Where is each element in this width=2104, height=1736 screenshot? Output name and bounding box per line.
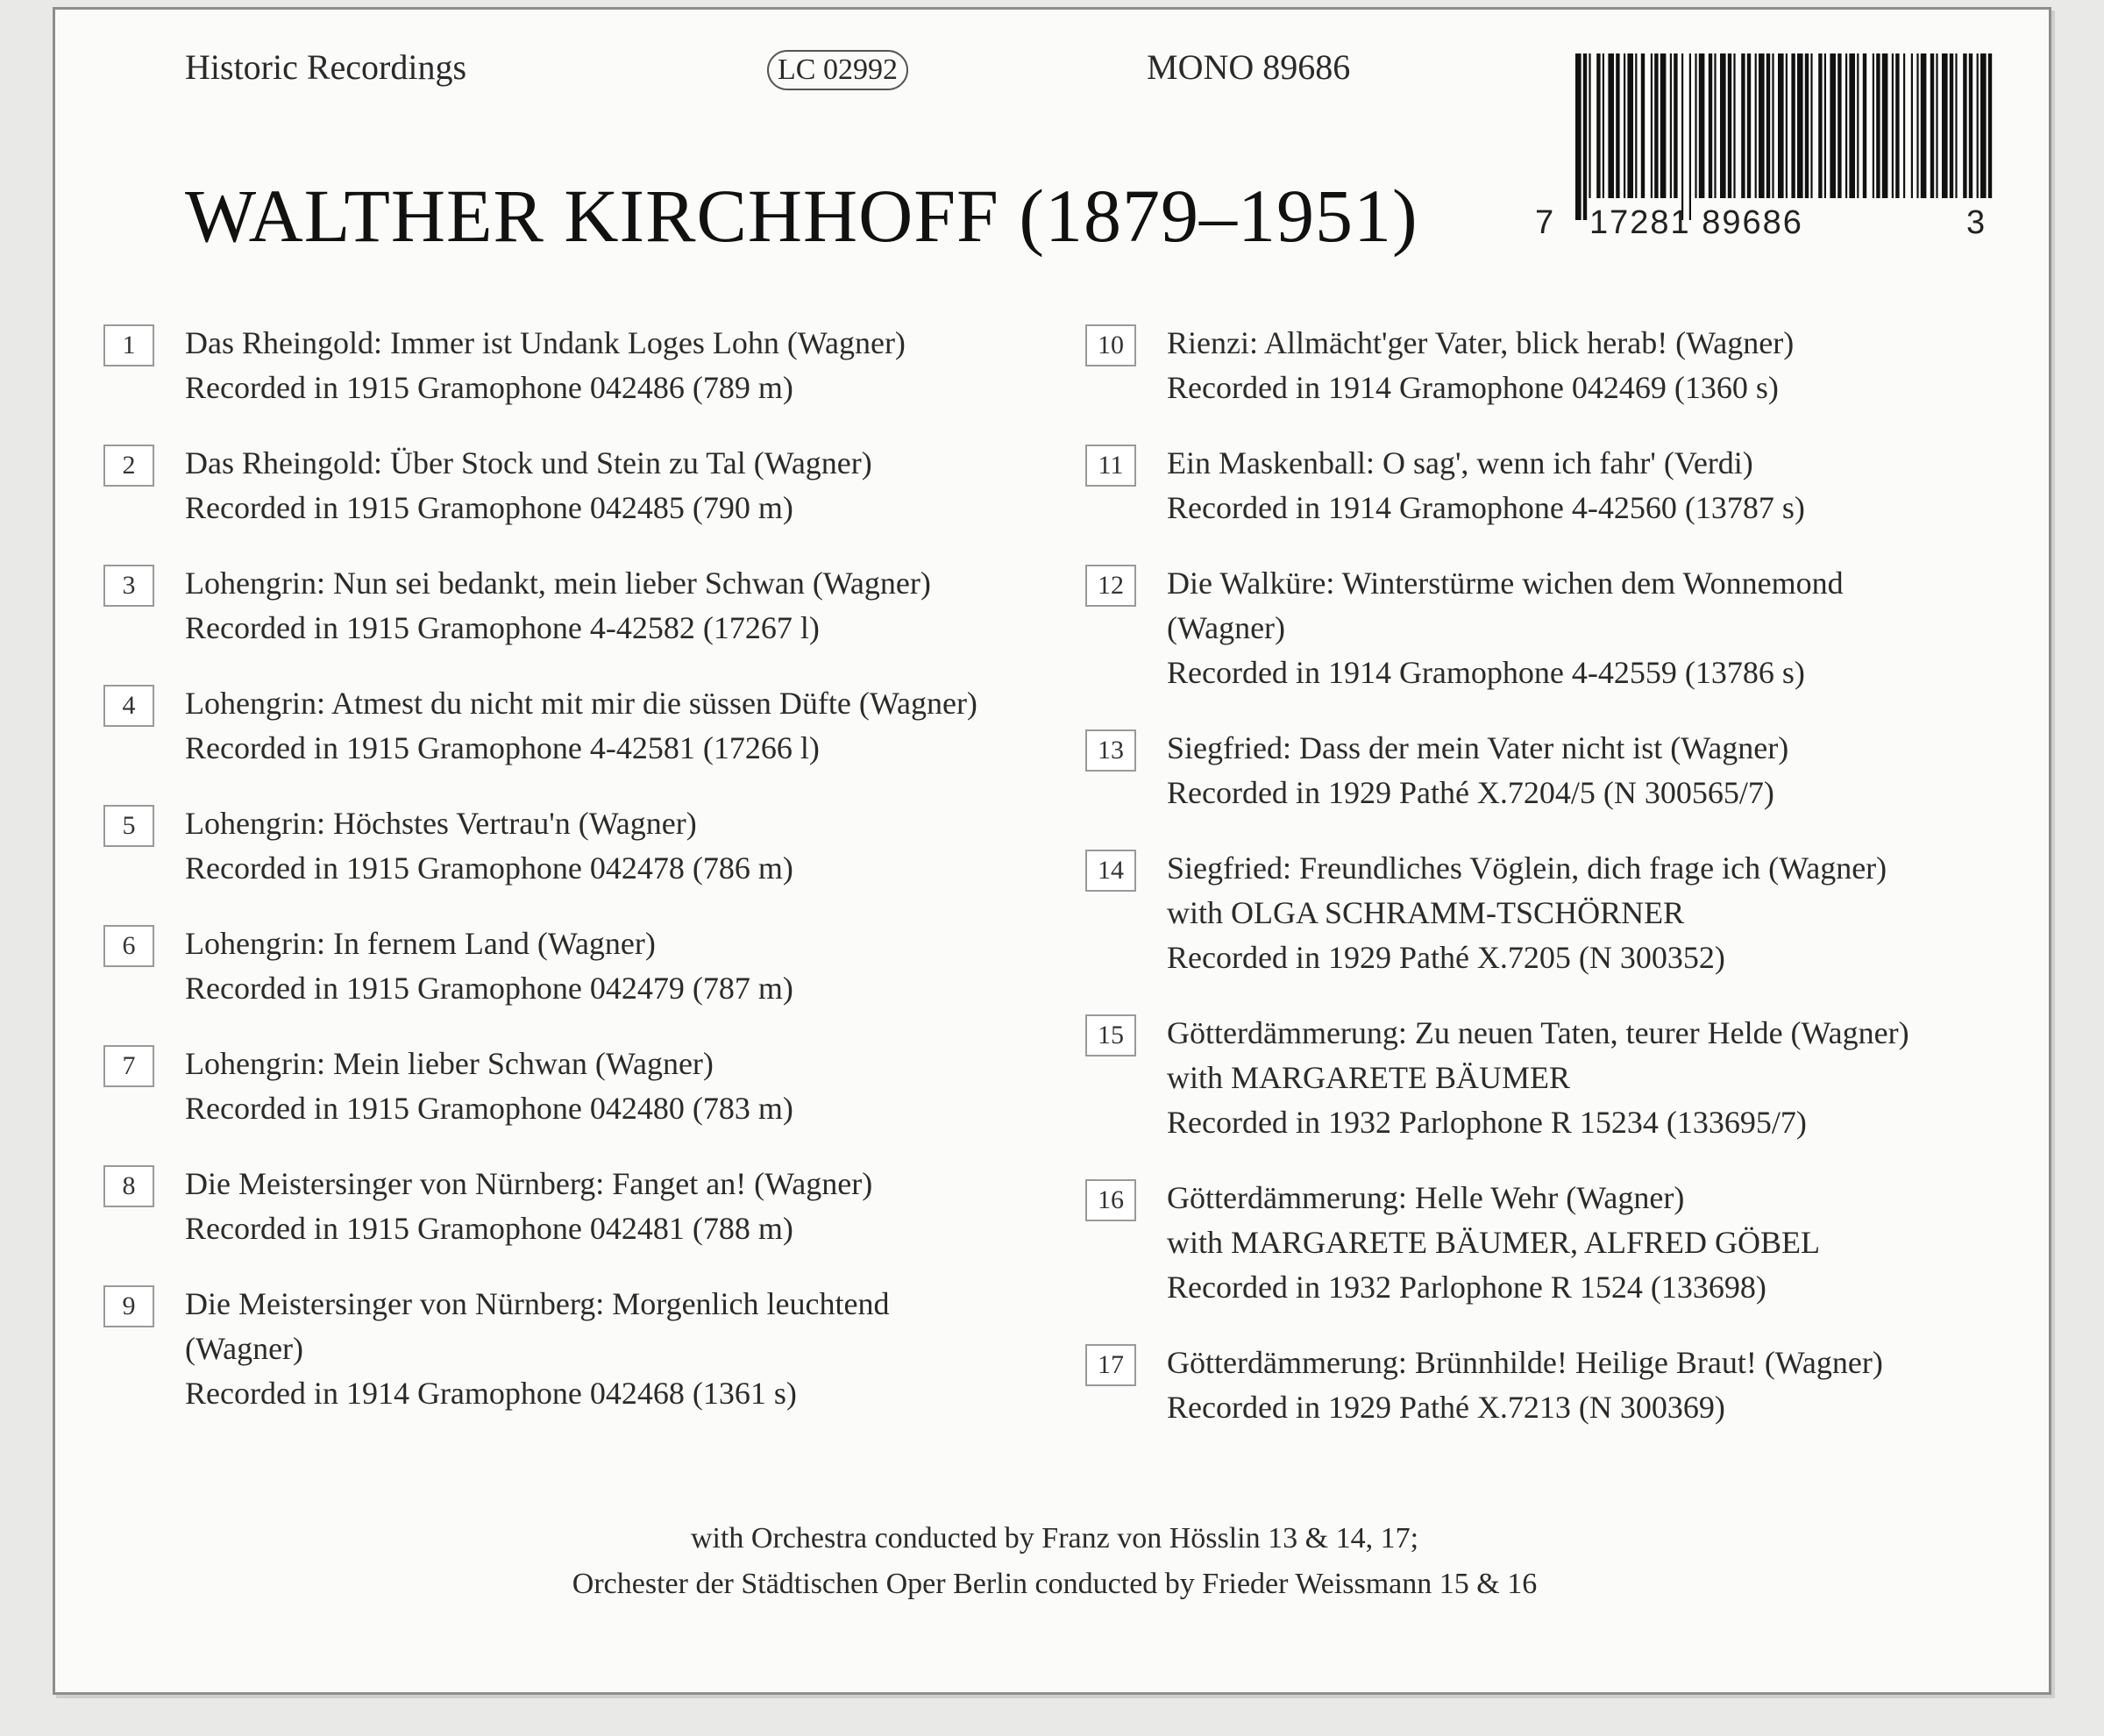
barcode-bar bbox=[1766, 53, 1770, 198]
barcode-bar bbox=[1936, 53, 1937, 198]
barcode-bar bbox=[1651, 53, 1653, 198]
track-number: 3 bbox=[103, 565, 154, 607]
track-number: 2 bbox=[103, 445, 154, 487]
track-item bbox=[1085, 441, 2032, 530]
track-detail: with MARGARETE BÄUMER, ALFRED GÖBEL bbox=[1167, 1225, 1821, 1260]
track-item bbox=[103, 321, 1068, 410]
track-item bbox=[1085, 561, 2032, 695]
track-title: Götterdämmerung: Zu neuen Taten, teurer Helde (Wagner) bbox=[1167, 1015, 1909, 1050]
track-detail: Recorded in 1915 Gramophone 042479 (787 m) bbox=[185, 971, 793, 1006]
barcode-bar bbox=[1942, 53, 1948, 198]
barcode-bar bbox=[1695, 53, 1696, 198]
barcode-bar bbox=[1608, 53, 1614, 198]
track-number: 17 bbox=[1085, 1344, 1136, 1386]
track-detail: Recorded in 1915 Gramophone 042480 (783 m) bbox=[185, 1091, 793, 1126]
barcode-bar bbox=[1837, 53, 1841, 198]
track-item bbox=[103, 1282, 1068, 1416]
track-number: 9 bbox=[103, 1285, 154, 1327]
barcode-bar bbox=[1681, 53, 1683, 220]
barcode-digits-main: 17281 89686 bbox=[1589, 204, 1803, 241]
track-detail: Recorded in 1929 Pathé X.7213 (N 300369) bbox=[1167, 1390, 1725, 1425]
track-title: Lohengrin: Mein lieber Schwan (Wagner) bbox=[185, 1046, 714, 1081]
barcode-bar bbox=[1583, 53, 1587, 220]
tracklist-right bbox=[1085, 321, 2032, 1461]
track-detail: Recorded in 1914 Gramophone 4-42560 (13787 s) bbox=[1167, 490, 1805, 525]
track-title: Rienzi: Allmächt'ger Vater, blick herab! (Wagner) bbox=[1167, 325, 1795, 360]
barcode-bar bbox=[1988, 53, 1992, 198]
barcode-bar bbox=[1660, 53, 1667, 198]
track-detail: Recorded in 1932 Parlophone R 1524 (133698) bbox=[1167, 1270, 1766, 1305]
barcode-bar bbox=[1849, 53, 1855, 198]
track-title: Götterdämmerung: Helle Wehr (Wagner) bbox=[1167, 1180, 1685, 1215]
track-detail: Recorded in 1915 Gramophone 042485 (790 m) bbox=[185, 490, 793, 525]
track-number: 8 bbox=[103, 1165, 154, 1207]
track-number: 14 bbox=[1085, 850, 1136, 892]
barcode-bar bbox=[1830, 53, 1836, 198]
cd-back-cover bbox=[53, 7, 2051, 1695]
track-detail: Recorded in 1929 Pathé X.7205 (N 300352) bbox=[1167, 940, 1725, 975]
barcode-bar bbox=[1892, 53, 1894, 198]
barcode-icon bbox=[1572, 53, 1993, 220]
barcode-bar bbox=[1747, 53, 1751, 198]
barcode-bar bbox=[1728, 53, 1731, 198]
track-number: 13 bbox=[1085, 729, 1136, 772]
track-title: Lohengrin: Nun sei bedankt, mein lieber Schwan (Wagner) bbox=[185, 566, 931, 601]
track-item bbox=[103, 1162, 1068, 1251]
barcode-bar bbox=[1654, 53, 1658, 198]
track-item bbox=[1085, 1176, 2032, 1310]
barcode-digit-last: 3 bbox=[1966, 204, 1986, 241]
label-historic-recordings: Historic Recordings bbox=[185, 47, 467, 87]
track-number: 15 bbox=[1085, 1014, 1136, 1057]
barcode-bar bbox=[1670, 53, 1672, 198]
barcode-bar bbox=[1876, 53, 1880, 198]
barcode-bar bbox=[1863, 53, 1866, 198]
track-number: 6 bbox=[103, 925, 154, 967]
track-number: 10 bbox=[1085, 324, 1136, 366]
barcode-bar bbox=[1895, 53, 1899, 198]
track-number: 12 bbox=[1085, 565, 1136, 607]
barcode-bar bbox=[1921, 53, 1927, 198]
track-item bbox=[1085, 726, 2032, 815]
barcode-bar bbox=[1699, 53, 1705, 198]
barcode-bar bbox=[1955, 53, 1957, 198]
catalog-number: MONO 89686 bbox=[1147, 47, 1351, 87]
track-title: Das Rheingold: Immer ist Undank Loges Lohn (Wagner) bbox=[185, 325, 906, 360]
barcode-bar bbox=[1810, 53, 1812, 198]
barcode-bar bbox=[1845, 53, 1847, 198]
track-detail: Recorded in 1929 Pathé X.7204/5 (N 300565/7) bbox=[1167, 775, 1774, 810]
track-detail: Recorded in 1914 Gramophone 042469 (1360 s) bbox=[1167, 370, 1779, 405]
barcode-bar bbox=[1709, 53, 1712, 198]
track-item bbox=[103, 1042, 1068, 1131]
credits-line-2: Orchester der Städtischen Oper Berlin conducted by Frieder Weissmann 15 & 16 bbox=[572, 1568, 1538, 1600]
barcode-bar bbox=[1977, 53, 1979, 198]
track-title: Siegfried: Dass der mein Vater nicht ist (Wagner) bbox=[1167, 730, 1789, 765]
barcode-bar bbox=[1627, 53, 1633, 198]
barcode-bar bbox=[1616, 53, 1619, 198]
credits-line-1: with Orchestra conducted by Franz von Hösslin 13 & 14, 17; bbox=[690, 1522, 1419, 1555]
barcode-bar bbox=[1759, 53, 1765, 198]
barcode-bar bbox=[1882, 53, 1888, 198]
track-item bbox=[103, 801, 1068, 891]
track-number: 1 bbox=[103, 324, 154, 366]
track-detail: Recorded in 1915 Gramophone 042486 (789 m) bbox=[185, 370, 793, 405]
track-title: Lohengrin: In fernem Land (Wagner) bbox=[185, 926, 656, 961]
barcode-bar bbox=[1805, 53, 1809, 198]
track-title: Das Rheingold: Über Stock und Stein zu Tal (Wagner) bbox=[185, 445, 872, 480]
track-item bbox=[1085, 1341, 2032, 1430]
barcode-bar bbox=[1930, 53, 1934, 198]
track-detail: Recorded in 1914 Gramophone 042468 (1361 s) bbox=[185, 1376, 797, 1411]
barcode-bar bbox=[1818, 53, 1822, 198]
track-number: 16 bbox=[1085, 1179, 1136, 1221]
barcode-bar bbox=[1755, 53, 1757, 198]
barcode-bar bbox=[1791, 53, 1795, 198]
track-item bbox=[1085, 321, 2032, 410]
track-title: Lohengrin: Höchstes Vertrau'n (Wagner) bbox=[185, 806, 697, 841]
track-number: 11 bbox=[1085, 445, 1136, 487]
track-number: 5 bbox=[103, 805, 154, 847]
barcode-bar bbox=[1786, 53, 1788, 198]
track-title: Lohengrin: Atmest du nicht mit mir die süssen Düfte (Wagner) bbox=[185, 686, 977, 721]
barcode-bar bbox=[1778, 53, 1784, 198]
barcode-bar bbox=[1589, 53, 1590, 198]
barcode-bar bbox=[1641, 53, 1645, 198]
barcode-bar bbox=[1873, 53, 1874, 198]
barcode-bar bbox=[1916, 53, 1918, 198]
track-title: Ein Maskenball: O sag', wenn ich fahr' (Verdi) bbox=[1167, 445, 1753, 480]
barcode-bar bbox=[1720, 53, 1726, 198]
track-item bbox=[1085, 1011, 2032, 1145]
barcode-bar bbox=[1857, 53, 1859, 198]
barcode-bar bbox=[1963, 53, 1966, 198]
page-title: WALTHER KIRCHHOFF (1879–1951) bbox=[185, 174, 1418, 258]
track-title: Die Walküre: Winterstürme wichen dem Wonnemond bbox=[1167, 566, 1844, 601]
track-item bbox=[103, 921, 1068, 1011]
barcode-bar bbox=[1635, 53, 1637, 198]
track-detail: Recorded in 1932 Parlophone R 15234 (133695/7) bbox=[1167, 1105, 1807, 1140]
barcode-bar bbox=[1903, 53, 1905, 198]
track-detail: with OLGA SCHRAMM-TSCHÖRNER bbox=[1167, 895, 1685, 930]
barcode-bar bbox=[1797, 53, 1803, 198]
track-detail: Recorded in 1915 Gramophone 4-42582 (17267 l) bbox=[185, 610, 820, 645]
credits bbox=[55, 1516, 2054, 1607]
track-detail: (Wagner) bbox=[185, 1331, 304, 1366]
barcode-bar bbox=[1772, 53, 1773, 198]
barcode-bar bbox=[1674, 53, 1677, 198]
track-item bbox=[1085, 846, 2032, 980]
barcode-bar bbox=[1689, 53, 1691, 220]
barcode-bar bbox=[1624, 53, 1625, 198]
barcode-bar bbox=[1980, 53, 1987, 198]
track-item bbox=[103, 441, 1068, 530]
barcode-bar bbox=[1741, 53, 1745, 198]
track-item bbox=[103, 681, 1068, 771]
track-number: 7 bbox=[103, 1045, 154, 1087]
track-detail: Recorded in 1915 Gramophone 042481 (788 m) bbox=[185, 1211, 793, 1246]
barcode-bar bbox=[1950, 53, 1953, 198]
track-detail: Recorded in 1915 Gramophone 4-42581 (17266 l) bbox=[185, 730, 820, 765]
tracklist-left bbox=[103, 321, 1068, 1447]
track-detail: Recorded in 1914 Gramophone 4-42559 (13786 s) bbox=[1167, 655, 1805, 690]
track-title: Siegfried: Freundliches Vöglein, dich frage ich (Wagner) bbox=[1167, 850, 1887, 886]
barcode-bar bbox=[1603, 53, 1604, 198]
track-detail: (Wagner) bbox=[1167, 610, 1286, 645]
track-detail: Recorded in 1915 Gramophone 042478 (786 m) bbox=[185, 850, 793, 886]
label-code-logo: LC 02992 bbox=[767, 50, 908, 90]
track-title: Die Meistersinger von Nürnberg: Morgenlich leuchtend bbox=[185, 1286, 890, 1321]
track-detail: with MARGARETE BÄUMER bbox=[1167, 1060, 1571, 1095]
barcode-bar bbox=[1911, 53, 1913, 198]
barcode-bar bbox=[1969, 53, 1972, 198]
track-number: 4 bbox=[103, 685, 154, 727]
track-title: Die Meistersinger von Nürnberg: Fanget an! (Wagner) bbox=[185, 1166, 873, 1201]
barcode-bar bbox=[1824, 53, 1826, 198]
barcode-bar bbox=[1733, 53, 1735, 198]
barcode-digit-first: 7 bbox=[1535, 204, 1554, 241]
barcode-bar bbox=[1575, 53, 1582, 220]
track-item bbox=[103, 561, 1068, 651]
barcode-bar bbox=[1714, 53, 1716, 198]
barcode-bar bbox=[1596, 53, 1600, 198]
track-title: Götterdämmerung: Brünnhilde! Heilige Braut! (Wagner) bbox=[1167, 1345, 1883, 1380]
